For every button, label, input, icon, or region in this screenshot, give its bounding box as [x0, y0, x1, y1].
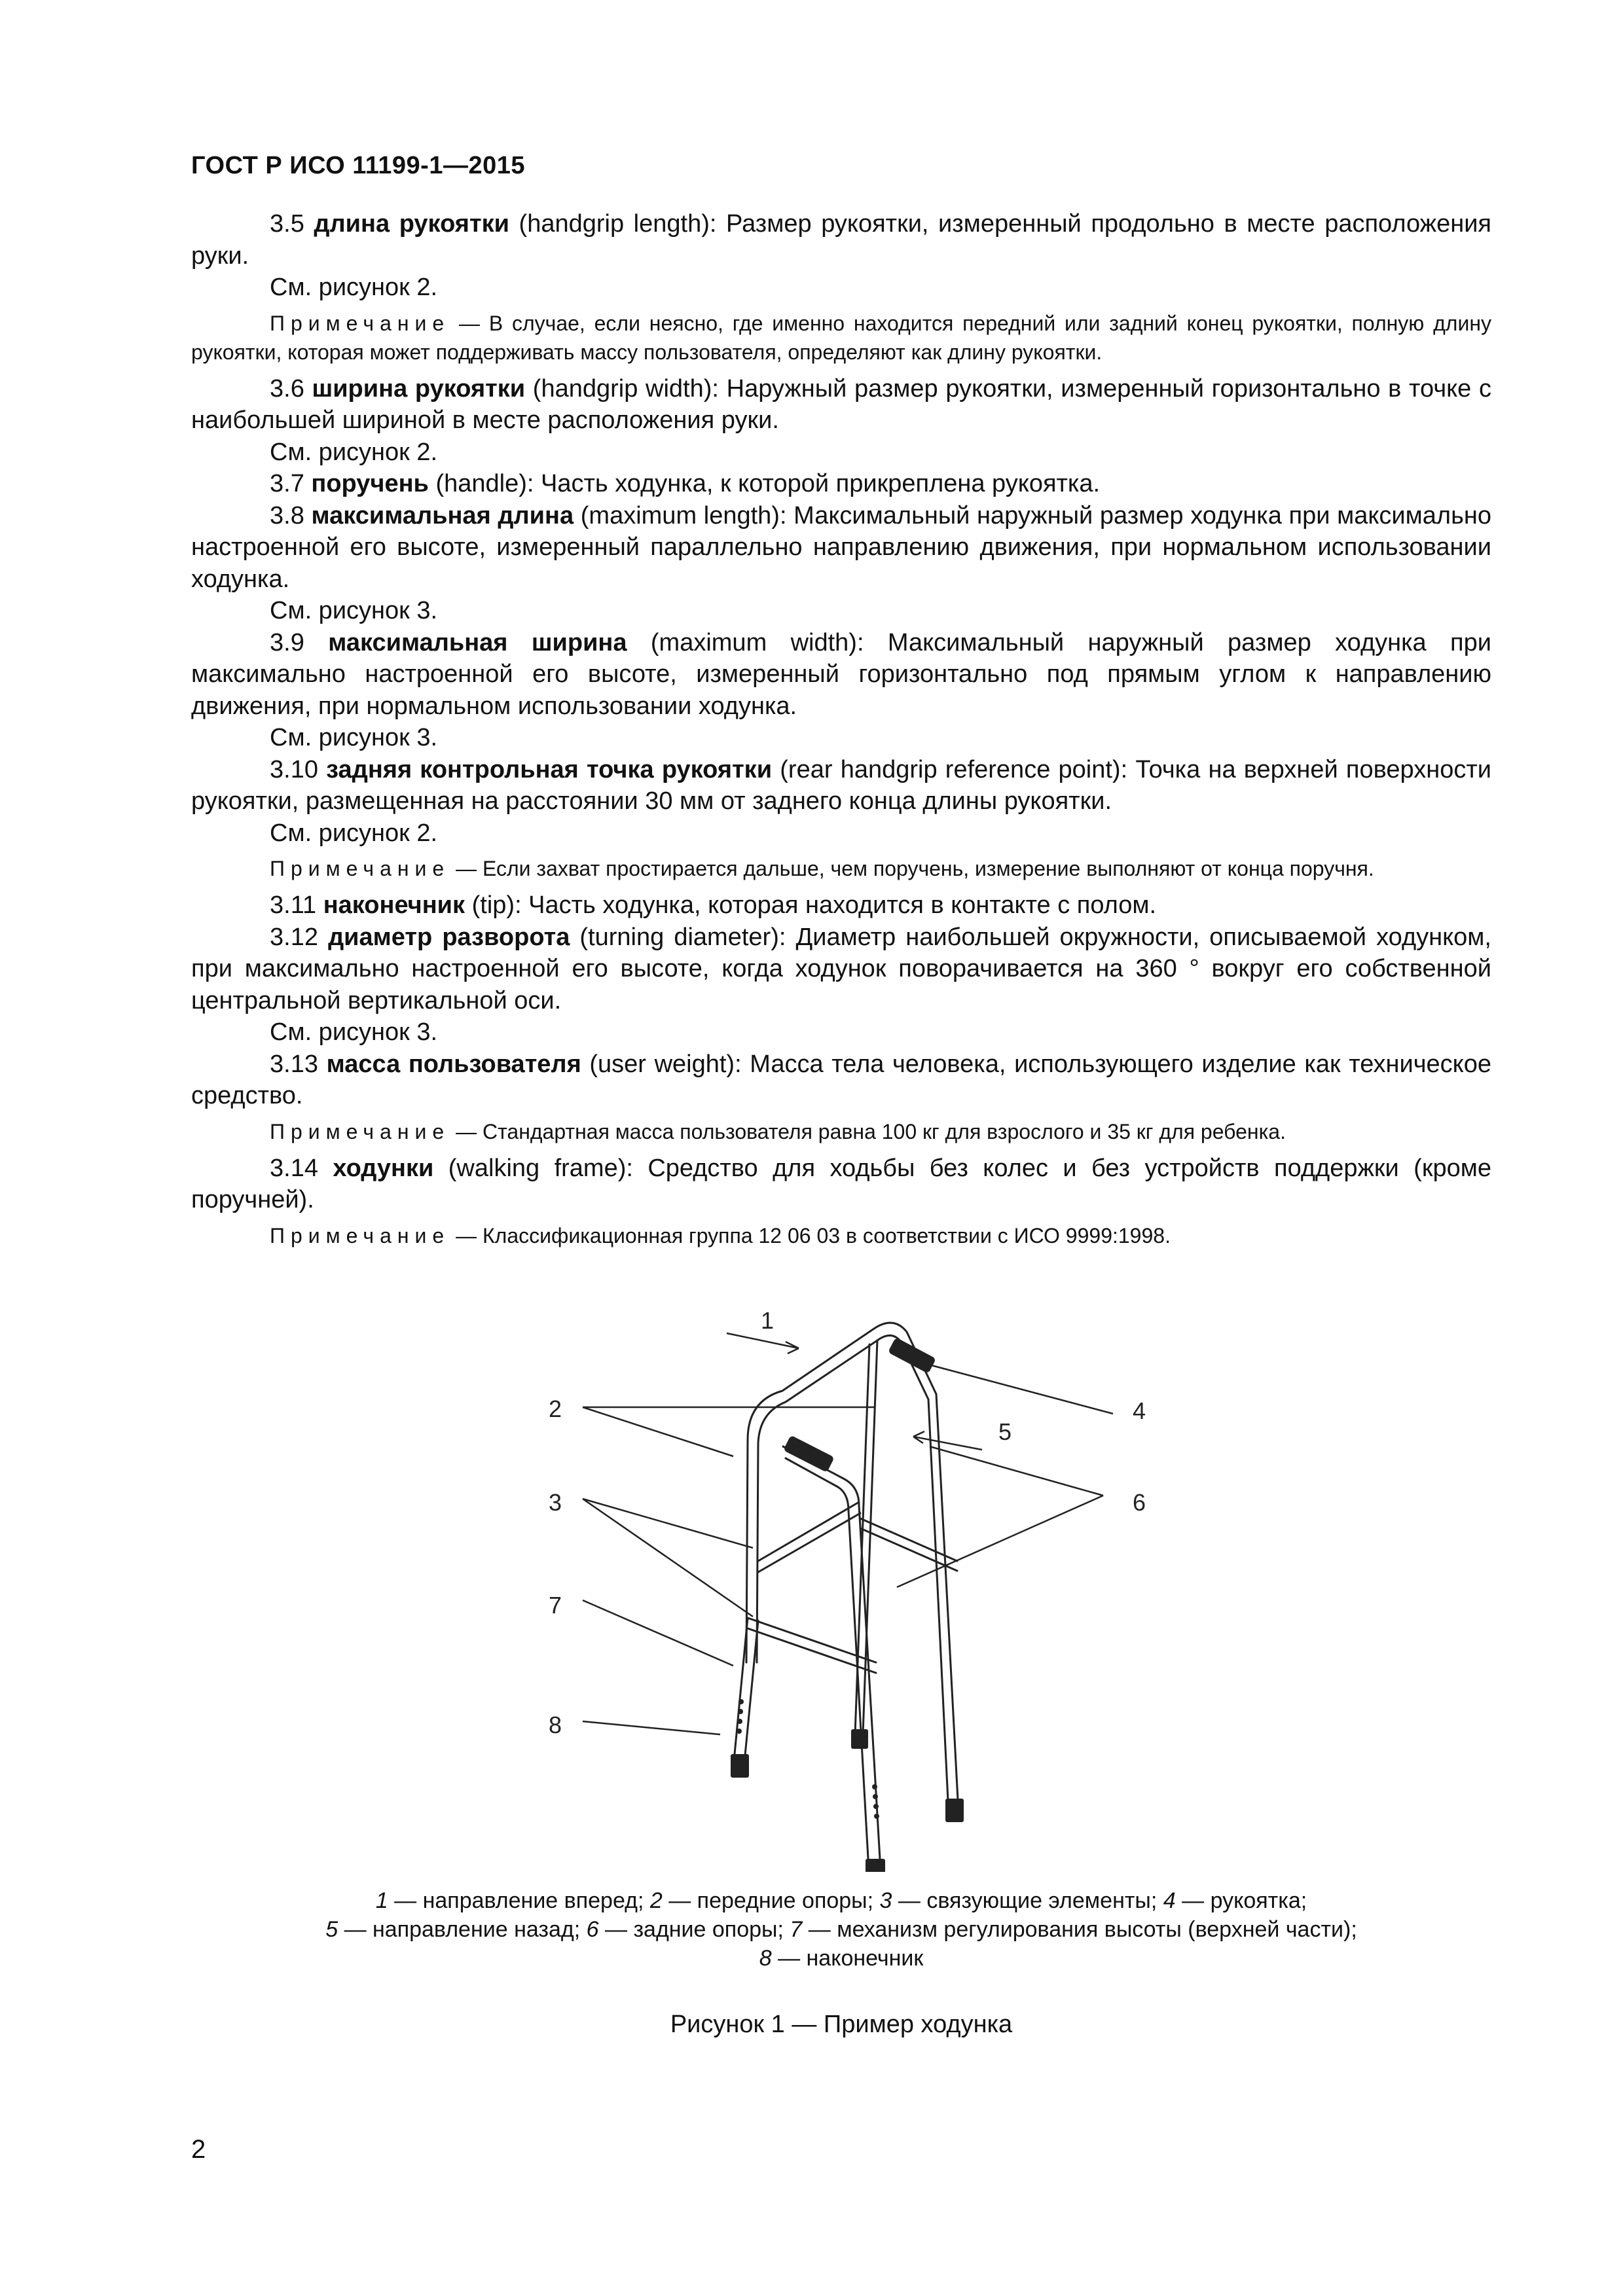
- tip-front-left: [731, 1754, 749, 1778]
- term-name: длина рукоятки: [314, 210, 509, 238]
- term-number: 3.9: [270, 628, 329, 656]
- left-handle-inner: [786, 1458, 868, 1859]
- leader-8: [583, 1721, 720, 1734]
- frame-top-rail: [746, 1323, 936, 1662]
- term-number: 3.5: [270, 210, 314, 238]
- legend-key: 6: [586, 1917, 599, 1942]
- legend-text: — направление вперед;: [388, 1888, 650, 1913]
- legend-text: — задние опоры;: [598, 1917, 790, 1942]
- figure-reference: См. рисунок 3.: [270, 597, 438, 624]
- term-entry-3-7: [191, 468, 1491, 500]
- term-definition: (handgrip length): Размер рукоятки, измеренный продольно в месте расположения руки.: [191, 210, 1491, 270]
- tip-rear-left: [866, 1859, 885, 1872]
- term-entry-3-11: [191, 889, 1491, 922]
- leader-2b: [583, 1407, 733, 1456]
- figure-caption: Рисунок 1 — Пример ходунка: [670, 2011, 1013, 2038]
- term-definition: (user weight): Масса тела человека, использующего изделие как техническое средство.: [191, 1050, 1491, 1109]
- document-body: [191, 208, 1491, 1257]
- walking-frame-figure: [511, 1302, 1198, 1872]
- term-name: задняя контрольная точка рукоятки: [326, 755, 773, 783]
- callout-3: 3: [549, 1489, 562, 1516]
- term-number: 3.12: [270, 923, 329, 951]
- term-entry-3-8: [191, 500, 1491, 596]
- term-number: 3.8: [270, 501, 312, 529]
- legend-key: 1: [375, 1888, 388, 1913]
- term-number: 3.14: [270, 1154, 333, 1182]
- note-text: — Стандартная масса пользователя равна 100 кг для взрослого и 35 кг для ребенка.: [450, 1119, 1286, 1143]
- legend-text: — связующие элементы;: [892, 1888, 1163, 1913]
- note: [191, 1117, 1491, 1146]
- rear-right-leg: [936, 1394, 958, 1800]
- term-entry-3-14: [191, 1153, 1491, 1216]
- legend-line-1: [191, 1886, 1491, 1915]
- note: [191, 1221, 1491, 1250]
- term-definition: (handgrip width): Наружный размер рукоятки, измеренный горизонтально в точке с наибольшей шириной в месте расположения руки.: [191, 374, 1491, 434]
- callout-1: 1: [761, 1307, 775, 1334]
- term-number: 3.7: [270, 470, 312, 497]
- callout-5: 5: [998, 1418, 1012, 1445]
- term-name: диаметр разворота: [328, 923, 570, 951]
- callout-4: 4: [1133, 1397, 1146, 1424]
- legend-text: — наконечник: [771, 1946, 924, 1971]
- page-number: 2: [191, 2135, 206, 2164]
- term-name: максимальная ширина: [328, 628, 627, 656]
- note-label: Примечание: [270, 857, 450, 880]
- term-entry-3-13: [191, 1049, 1491, 1112]
- figure-legend: [191, 1886, 1491, 1973]
- term-name: наконечник: [323, 891, 465, 919]
- handgrip-left: [783, 1435, 835, 1473]
- cross-brace-1: [758, 1502, 859, 1561]
- legend-key: 3: [879, 1888, 892, 1913]
- term-entry-3-12: [191, 922, 1491, 1017]
- term-name: максимальная длина: [311, 501, 574, 529]
- term-definition: (tip): Часть ходунка, которая находится в контакте с полом.: [465, 891, 1157, 919]
- term-entry-3-10: [191, 754, 1491, 817]
- note-text: — В случае, если неясно, где именно находится передний или задний конец рукоятки, полную длину рукоятки, которая может поддерживать массу пользователя, определяют как длину рукоятки.: [191, 311, 1491, 364]
- term-number: 3.11: [270, 891, 323, 919]
- front-left-leg: [735, 1618, 748, 1754]
- leader-3a: [583, 1499, 753, 1548]
- note-label: Примечание: [270, 1119, 450, 1143]
- legend-key: 8: [759, 1946, 772, 1971]
- leader-7: [583, 1600, 733, 1666]
- figure-reference: См. рисунок 3.: [270, 724, 438, 751]
- note-label: Примечание: [270, 311, 450, 335]
- callout-2: 2: [549, 1395, 562, 1422]
- term-name: масса пользователя: [326, 1050, 581, 1078]
- term-definition: (rear handgrip reference point): Точка на верхней поверхности рукоятки, размещенная на расстоянии 30 мм от заднего конца длины рукоятки.: [191, 755, 1491, 815]
- arrow-5: [913, 1437, 982, 1450]
- legend-key: 7: [790, 1917, 803, 1942]
- tip-front-2: [851, 1729, 868, 1749]
- page-header: ГОСТ Р ИСО 11199-1—2015: [191, 152, 525, 179]
- legend-line-3: [191, 1944, 1491, 1973]
- legend-text: — механизм регулирования высоты (верхней части);: [802, 1917, 1357, 1942]
- callout-8: 8: [549, 1712, 562, 1738]
- rear-right-leg-inner: [928, 1399, 948, 1801]
- term-entry-3-6: [191, 373, 1491, 437]
- legend-key: 5: [325, 1917, 338, 1942]
- figure-reference: См. рисунок 2.: [270, 274, 438, 301]
- term-definition: (walking frame): Средство для ходьбы без колес и без устройств поддержки (кроме поручней).: [191, 1154, 1491, 1213]
- height-adjust-holes: [737, 1699, 879, 1819]
- arrow-1: [727, 1333, 799, 1348]
- leader-3b: [583, 1499, 753, 1617]
- note-text: — Классификационная группа 12 06 03 в соответствии с ИСО 9999:1998.: [450, 1223, 1171, 1247]
- term-definition: (maximum width): Максимальный наружный размер ходунка при максимально настроенной его высоте, измеренный горизонтально под прямым углом к направлению движения, при нормальном использовании ходунка.: [191, 628, 1491, 720]
- term-entry-3-9: [191, 627, 1491, 723]
- callout-6: 6: [1133, 1489, 1146, 1516]
- callout-7: 7: [549, 1592, 562, 1619]
- legend-key: 2: [649, 1888, 663, 1913]
- legend-key: 4: [1163, 1888, 1176, 1913]
- legend-text: — рукоятка;: [1175, 1888, 1307, 1913]
- note: [191, 309, 1491, 367]
- figure-reference: См. рисунок 3.: [270, 1018, 438, 1046]
- term-number: 3.13: [270, 1050, 327, 1078]
- front-leg-2: [863, 1340, 877, 1734]
- term-number: 3.6: [270, 374, 312, 403]
- term-definition: (turning diameter): Диаметр наибольшей окружности, описываемой ходунком, при максимально настроенной его высоте, когда ходунок поворачивается на 360 ° вокруг его собственной центральной вертикальной оси.: [191, 923, 1491, 1014]
- term-name: поручень: [311, 470, 429, 497]
- leader-6a: [930, 1446, 1103, 1496]
- note: [191, 854, 1491, 883]
- frame-top-rail-inner: [757, 1335, 928, 1662]
- note-label: Примечание: [270, 1223, 450, 1247]
- note-text: — Если захват простирается дальше, чем поручень, измерение выполняют от конца поручня.: [450, 857, 1374, 880]
- figure-reference: См. рисунок 2.: [270, 438, 438, 466]
- cross-brace-1-inner: [758, 1513, 860, 1572]
- leader-6b: [897, 1496, 1103, 1587]
- legend-line-2: [191, 1915, 1491, 1944]
- legend-text: — передние опоры;: [662, 1888, 880, 1913]
- cross-brace-2-inner: [860, 1528, 957, 1571]
- term-number: 3.10: [270, 755, 327, 783]
- term-entry-3-5: [191, 208, 1491, 272]
- term-name: ходунки: [333, 1154, 434, 1182]
- legend-text: — направление назад;: [338, 1917, 587, 1942]
- leader-4: [917, 1361, 1113, 1414]
- term-definition: (maximum length): Максимальный наружный размер ходунка при максимально настроенной его высоте, измеренный параллельно направлению движения, при нормальном использовании ходунка.: [191, 501, 1491, 593]
- figure-reference: См. рисунок 2.: [270, 819, 438, 847]
- term-name: ширина рукоятки: [312, 374, 526, 403]
- tip-rear-right: [945, 1799, 964, 1822]
- term-definition: (handle): Часть ходунка, к которой прикреплена рукоятка.: [428, 470, 1101, 497]
